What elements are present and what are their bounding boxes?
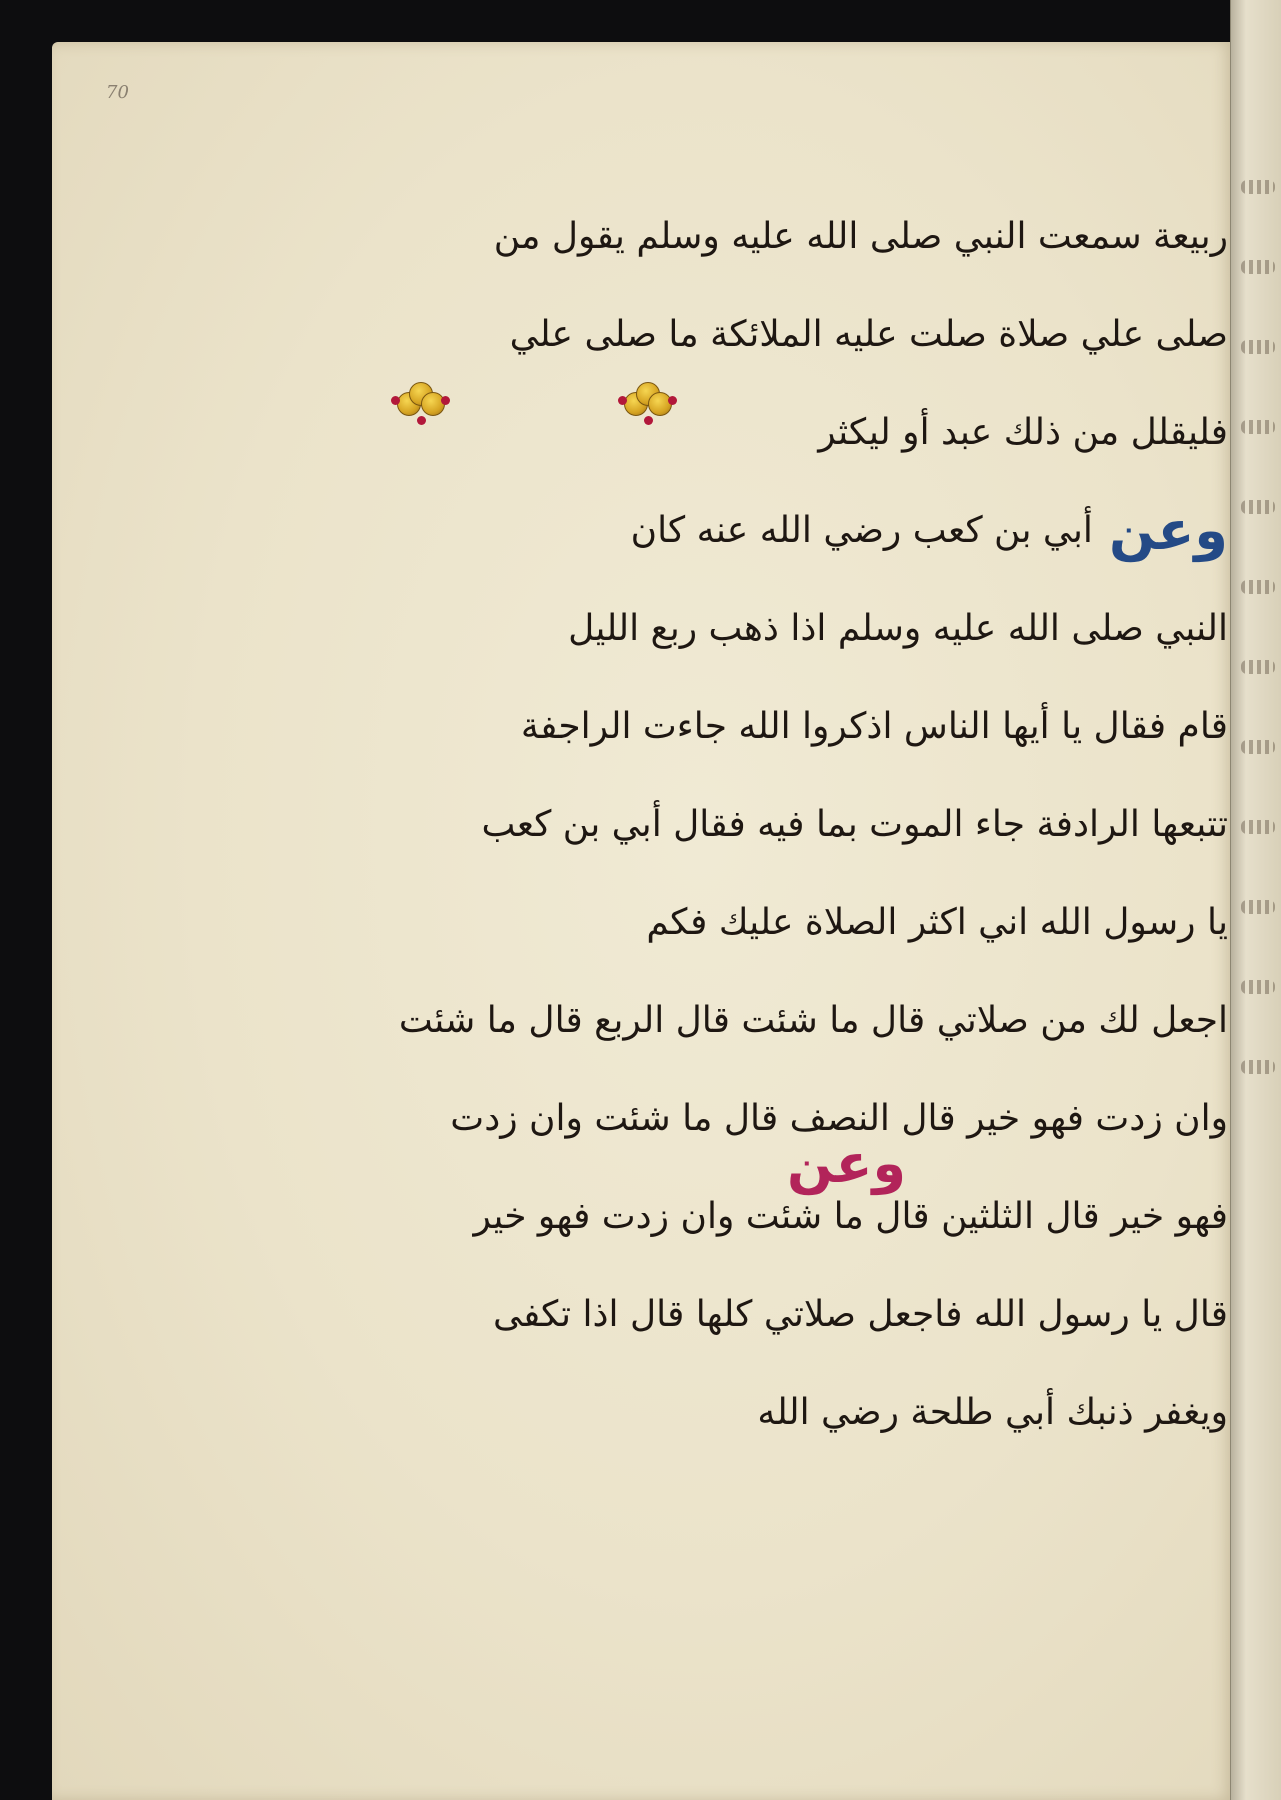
text-line-13	[352, 1363, 1228, 1461]
text-line-2	[352, 285, 1228, 383]
text-block	[352, 187, 1228, 1461]
text-line-3	[352, 383, 1228, 481]
line-text: وان زدت فهو خير قال النصف قال ما شئت وان زدت	[450, 1097, 1228, 1139]
folio-number: 70	[106, 82, 129, 103]
line-text: فليقلل من ذلك عبد أو ليكثر	[818, 411, 1228, 453]
text-line-12	[352, 1265, 1228, 1363]
text-line-6	[352, 677, 1228, 775]
line-text: يا رسول الله اني اكثر الصلاة عليك فكم	[646, 901, 1228, 943]
text-line-5	[352, 579, 1228, 677]
text-line-7	[352, 775, 1228, 873]
text-line-1	[352, 187, 1228, 285]
line-text: تتبعها الرادفة جاء الموت بما فيه فقال أبي بن كعب	[481, 803, 1228, 845]
text-line-4	[352, 481, 1228, 579]
line-text: النبي صلى الله عليه وسلم اذا ذهب ربع الليل	[568, 607, 1228, 649]
line-text: قام فقال يا أيها الناس اذكروا الله جاءت الراجفة	[520, 705, 1228, 747]
line-text: اجعل لك من صلاتي قال ما شئت قال الربع قال ما شئت	[398, 999, 1228, 1041]
line-text: قال يا رسول الله فاجعل صلاتي كلها قال اذا تكفى	[492, 1293, 1228, 1335]
verse-marker-icon	[624, 382, 674, 428]
line-text: ربيعة سمعت النبي صلى الله عليه وسلم يقول من	[493, 215, 1228, 257]
line-text: فهو خير قال الثلثين قال ما شئت وان زدت فهو خير	[473, 1195, 1228, 1237]
line-text: ويغفر ذنبك أبي طلحة رضي الله	[757, 1391, 1228, 1433]
verse-marker-icon	[397, 382, 447, 428]
rubric-heading: وعن	[1108, 498, 1228, 562]
text-line-8	[352, 873, 1228, 971]
line-text: أبي بن كعب رضي الله عنه كان	[630, 509, 1093, 551]
line-text: صلى علي صلاة صلت عليه الملائكة ما صلى علي	[509, 313, 1228, 355]
text-line-9	[352, 971, 1228, 1069]
manuscript-page	[52, 42, 1232, 1800]
rubric-heading-red: وعن	[787, 1132, 907, 1195]
adjacent-leaf-edge	[1230, 0, 1281, 1800]
